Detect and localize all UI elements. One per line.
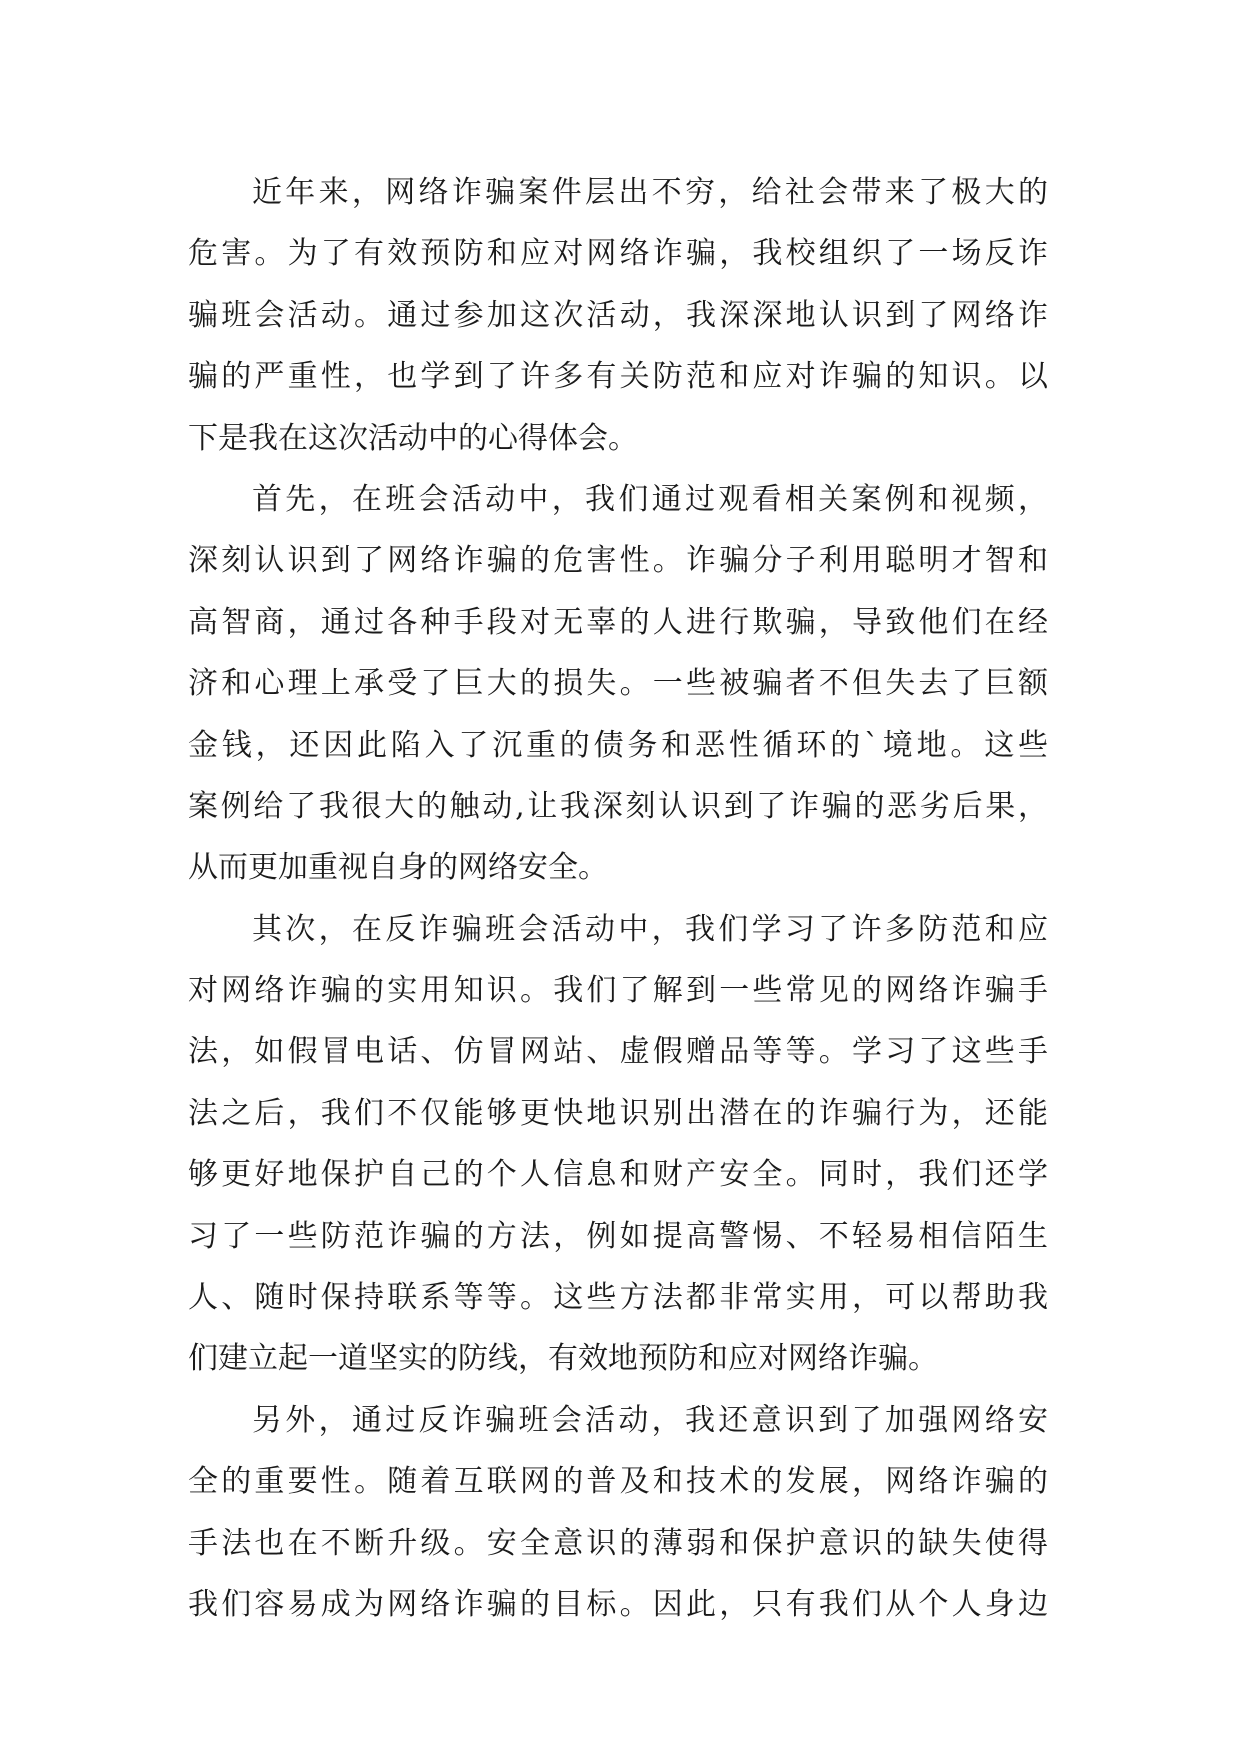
text-line: 另外，通过反诈骗班会活动，我还意识到了加强网络安 xyxy=(252,1402,1048,1438)
text-line: 其次，在反诈骗班会活动中，我们学习了许多防范和应 xyxy=(252,911,1048,947)
text-line: 下是我在这次活动中的心得体会。 xyxy=(188,420,638,456)
text-line: 案例给了我很大的触动,让我深刻认识到了诈骗的恶劣后果， xyxy=(188,788,1048,824)
text-line: 近年来，网络诈骗案件层出不穷，给社会带来了极大的 xyxy=(252,175,1048,210)
text-line: 法之后，我们不仅能够更快地识别出潜在的诈骗行为，还能 xyxy=(188,1095,1048,1131)
text-line: 首先，在班会活动中，我们通过观看相关案例和视频， xyxy=(252,481,1048,517)
text-line: 们建立起一道坚实的防线，有效地预防和应对网络诈骗。 xyxy=(188,1341,938,1377)
text-line: 金钱，还因此陷入了沉重的债务和恶性循环的`境地。这些 xyxy=(188,727,1048,763)
document-body xyxy=(188,162,1048,1635)
text-line: 手法也在不断升级。安全意识的薄弱和保护意识的缺失使得 xyxy=(188,1525,1048,1561)
text-line: 深刻认识到了网络诈骗的危害性。诈骗分子利用聪明才智和 xyxy=(188,543,1048,579)
text-line: 够更好地保护自己的个人信息和财产安全。同时，我们还学 xyxy=(188,1157,1048,1193)
text-line: 人、随时保持联系等等。这些方法都非常实用，可以帮助我 xyxy=(188,1280,1048,1316)
text-line: 全的重要性。随着互联网的普及和技术的发展，网络诈骗的 xyxy=(188,1464,1048,1500)
text-line: 骗的严重性，也学到了许多有关防范和应对诈骗的知识。以 xyxy=(188,359,1048,395)
text-line: 济和心理上承受了巨大的损失。一些被骗者不但失去了巨额 xyxy=(188,666,1048,702)
text-line: 危害。为了有效预防和应对网络诈骗，我校组织了一场反诈 xyxy=(188,236,1048,272)
text-line: 骗班会活动。通过参加这次活动，我深深地认识到了网络诈 xyxy=(188,297,1048,333)
text-line: 法，如假冒电话、仿冒网站、虚假赠品等等。学习了这些手 xyxy=(188,1034,1048,1070)
text-line: 习了一些防范诈骗的方法，例如提高警惕、不轻易相信陌生 xyxy=(188,1218,1048,1254)
text-line: 高智商，通过各种手段对无辜的人进行欺骗，导致他们在经 xyxy=(188,604,1048,640)
text-line: 我们容易成为网络诈骗的目标。因此，只有我们从个人身边 xyxy=(188,1586,1048,1622)
text-line: 对网络诈骗的实用知识。我们了解到一些常见的网络诈骗手 xyxy=(188,973,1048,1009)
text-line: 从而更加重视自身的网络安全。 xyxy=(188,850,608,886)
